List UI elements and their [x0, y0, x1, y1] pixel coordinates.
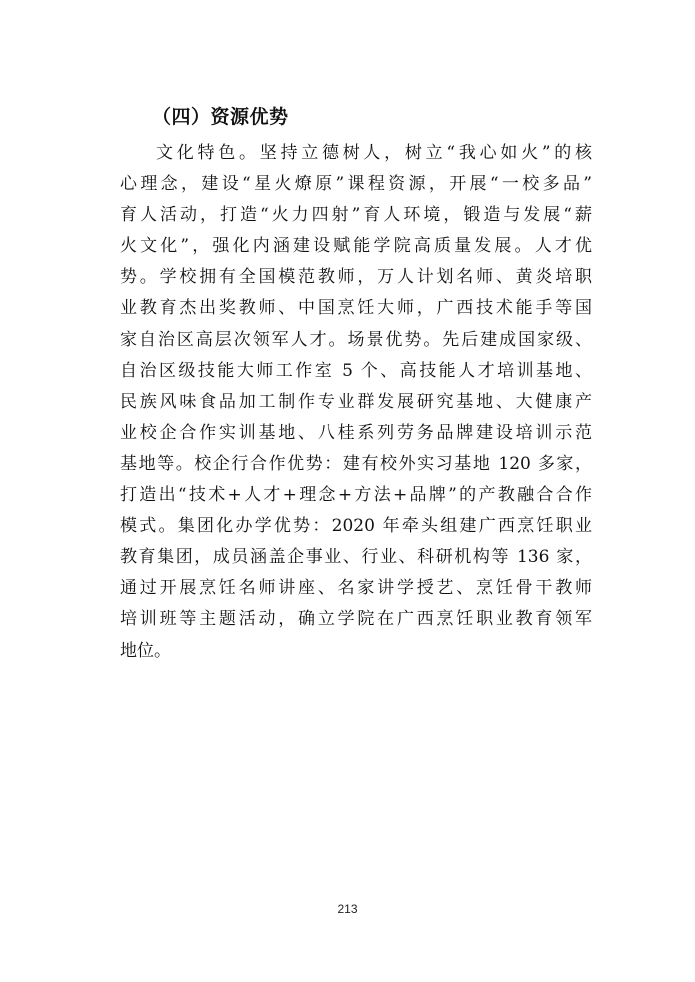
paragraph-line: 培训班等主题活动，确立学院在广西烹饪职业教育领军: [120, 609, 592, 630]
paragraph-line: 业校企合作实训基地、八桂系列劳务品牌建设培训示范: [120, 422, 592, 443]
paragraph-line: 地位。: [120, 640, 171, 661]
section-heading: （四）资源优势: [152, 106, 289, 128]
paragraph-line: 业教育杰出奖教师、中国烹饪大师，广西技术能手等国: [120, 298, 592, 319]
paragraph-line: 势。学校拥有全国模范教师，万人计划名师、黄炎培职: [120, 267, 592, 288]
paragraph-line: 心理念，建设“星火燎原”课程资源，开展“一校多品”: [120, 174, 592, 195]
page-number: 213: [337, 902, 358, 916]
paragraph-line: 火文化”，强化内涵建设赋能学院高质量发展。人才优: [120, 236, 592, 257]
paragraph-line: 打造出“技术+人才+理念+方法+品牌”的产教融合合作: [120, 485, 592, 506]
paragraph-line: 家自治区高层次领军人才。场景优势。先后建成国家级、: [120, 329, 592, 350]
paragraph-line: 通过开展烹饪名师讲座、名家讲学授艺、烹饪骨干教师: [120, 578, 592, 599]
body-paragraph: [120, 138, 592, 667]
paragraph-line: 文化特色。坚持立德树人，树立“我心如火”的核: [156, 143, 592, 163]
paragraph-line: 教育集团，成员涵盖企事业、行业、科研机构等 136 家，: [120, 547, 592, 568]
paragraph-line: 自治区级技能大师工作室 5 个、高技能人才培训基地、: [120, 360, 592, 381]
paragraph-line: 育人活动，打造“火力四射”育人环境，锻造与发展“薪: [120, 205, 592, 226]
paragraph-line: 民族风味食品加工制作专业群发展研究基地、大健康产: [120, 391, 592, 412]
paragraph-line: 模式。集团化办学优势：2020 年牵头组建广西烹饪职业: [120, 516, 592, 537]
paragraph-line: 基地等。校企行合作优势：建有校外实习基地 120 多家，: [120, 453, 592, 474]
